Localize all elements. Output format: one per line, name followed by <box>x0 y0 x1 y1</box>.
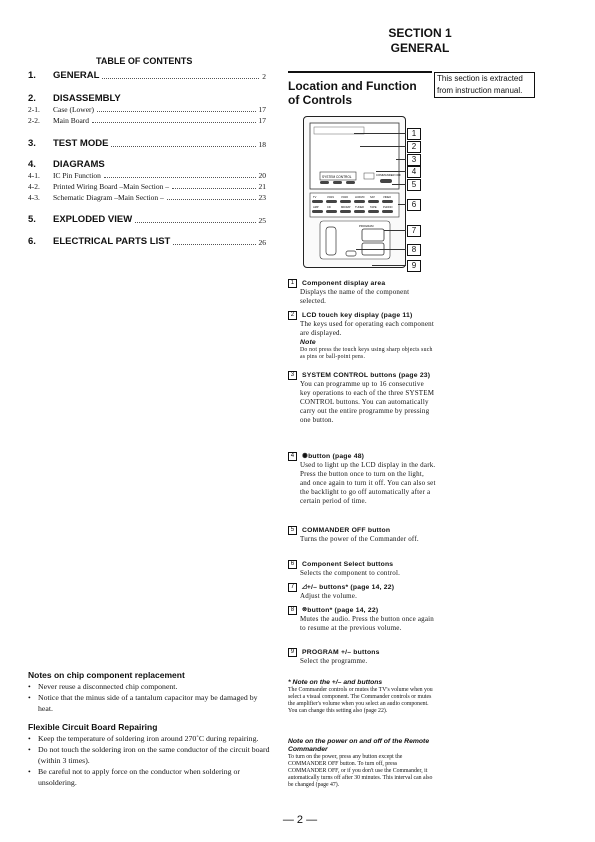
leader-6 <box>398 204 406 205</box>
item-body: Displays the name of the component selected. <box>300 288 410 305</box>
item-2 <box>288 311 436 361</box>
chip-note-item: • Notice that the minus side of a tantalum capacitor may be damaged by heat. <box>28 692 270 714</box>
system-control-button-3 <box>346 181 355 184</box>
chip-note-item: • Never reuse a disconnected chip component. <box>28 681 270 692</box>
toc-entry-test-mode[interactable]: 3. TEST MODE 18 <box>28 138 266 149</box>
leader-4 <box>376 171 406 172</box>
extract-note-box: This section is extracted from instruction manual. <box>434 72 535 98</box>
callout-1: 1 <box>407 128 421 140</box>
section-number: SECTION 1 <box>388 26 452 40</box>
item-body: Turns the power of the Commander off. <box>300 535 419 543</box>
item-number: 1 <box>288 279 297 288</box>
item-heading: button* (page 14, 22) <box>307 607 379 614</box>
toc-entry-disassembly[interactable]: 2. DISASSEMBLY <box>28 93 121 104</box>
leader-3 <box>396 159 406 160</box>
toc-entry-pwb[interactable]: 4-2. Printed Wiring Board –Main Section – 21 <box>28 182 266 191</box>
toc-entry-main-board[interactable]: 2-2. Main Board 17 <box>28 116 266 125</box>
title-rule <box>288 71 432 73</box>
flex-note-item: • Keep the temperature of soldering iron around 270˚C during repairing. <box>28 733 270 744</box>
item-heading: Component display area <box>302 280 386 287</box>
item-number: 8 <box>288 606 297 615</box>
leader-1 <box>354 133 406 134</box>
select-phono-label: PHONO <box>383 206 393 209</box>
select-sat-label: SAT <box>370 196 375 199</box>
footnote-heading: * Note on the +/– and buttons <box>288 679 383 686</box>
item-body: Selects the component to control. <box>300 569 401 577</box>
footnote-body: The Commander controls or mutes the TV's volume when you select a visual component. The Commander controls or mutes the amplifier's volume when you select an audio component. You can change this setting also (page 22). <box>288 687 433 714</box>
flex-note-item: • Do not touch the soldering iron on the same conductor of the circuit board (within 3 times). <box>28 744 270 766</box>
item-4 <box>288 452 436 506</box>
leader-8 <box>356 249 406 250</box>
system-control-label: SYSTEM CONTROL <box>322 175 352 179</box>
toc-title: TABLE OF CONTENTS <box>96 56 193 66</box>
commander-off-button <box>380 179 392 183</box>
mute-icon: ⊗ <box>302 607 308 613</box>
callout-9: 9 <box>407 260 421 272</box>
chip-notes-title: Notes on chip component replacement <box>28 670 185 680</box>
item-6 <box>288 560 436 578</box>
system-control-button-1 <box>320 181 329 184</box>
item-heading: COMMANDER OFF button <box>302 527 391 534</box>
remote-illustration <box>303 116 406 268</box>
footnote-body: To turn on the power, press any button except the COMMANDER OFF button. To turn off, press COMMANDER OFF, or if you don't use the Commander, it automatically turns off after 30 minutes. This interval can also be changed (page 47). <box>288 754 433 788</box>
location-title <box>288 79 438 107</box>
item-body: Select the programme. <box>300 657 368 665</box>
callout-3: 3 <box>407 154 421 166</box>
toc-entry-parts-list[interactable]: 6. ELECTRICAL PARTS LIST 26 <box>28 236 266 247</box>
select-vcr2-label: VCR2 <box>341 196 348 199</box>
leader-7 <box>384 230 406 231</box>
item-heading: LCD touch key display (page 11) <box>302 312 413 319</box>
toc-entry-schematic[interactable]: 4-3. Schematic Diagram –Main Section – 23 <box>28 193 266 202</box>
location-title-line1: Location and Function <box>288 79 417 93</box>
commander-off-label: COMMANDER OFF <box>376 173 402 177</box>
item-1 <box>288 279 436 306</box>
select-mddat-label: MD/DAT <box>341 206 351 209</box>
item-number: 2 <box>288 311 297 320</box>
item-number: 4 <box>288 452 297 461</box>
item-5 <box>288 526 436 544</box>
leader-2 <box>360 146 406 147</box>
section-header <box>360 26 480 56</box>
light-icon: ✺ <box>302 453 309 460</box>
chip-notes-list <box>28 681 270 714</box>
footnote-volume-mute <box>288 679 436 715</box>
item-heading: PROGRAM +/– buttons <box>302 649 380 656</box>
item-heading: SYSTEM CONTROL buttons (page 23) <box>302 372 431 379</box>
item-number: 5 <box>288 526 297 535</box>
item-3 <box>288 371 436 425</box>
volume-icon: ◿ <box>302 584 307 590</box>
flex-note-item: • Be careful not to apply force on the conductor when soldering or unsoldering. <box>28 766 270 788</box>
toc-entry-general[interactable]: 1. GENERAL 2 <box>28 70 266 81</box>
leader-9 <box>372 265 406 266</box>
item-body: Adjust the volume. <box>300 592 358 600</box>
toc-entry-diagrams[interactable]: 4. DIAGRAMS <box>28 159 105 170</box>
select-tape-label: TAPE <box>370 206 377 209</box>
program-label: PROGRAM <box>359 224 374 228</box>
item-number: 6 <box>288 560 297 569</box>
item-7 <box>288 583 436 601</box>
item-note: Do not press the touch keys using sharp objects such as pins or ball-point pens. <box>300 347 433 360</box>
item-number: 9 <box>288 648 297 657</box>
location-title-line2: of Controls <box>288 93 352 107</box>
footnote-power <box>288 738 436 789</box>
callout-7: 7 <box>407 225 421 237</box>
item-body: Mutes the audio. Press the button once again to resume at the previous volume. <box>300 615 434 632</box>
item-8 <box>288 606 436 633</box>
item-number: 7 <box>288 583 297 592</box>
item-body: Used to light up the LCD display in the dark. Press the button once to turn on the light, and once again to turn it off. You can also set the backlight to go off automatically after a certain period of time. <box>300 461 436 505</box>
select-tv-label: TV <box>313 196 317 199</box>
item-9 <box>288 648 436 666</box>
callout-8: 8 <box>407 244 421 256</box>
system-control-button-2 <box>333 181 342 184</box>
callout-5: 5 <box>407 179 421 191</box>
toc-entry-exploded-view[interactable]: 5. EXPLODED VIEW 25 <box>28 214 266 225</box>
select-vcr1-label: VCR1 <box>327 196 334 199</box>
toc-entry-ic-pin[interactable]: 4-1. IC Pin Function 20 <box>28 171 266 180</box>
flex-notes-list <box>28 733 270 788</box>
toc-entry-case-lower[interactable]: 2-1. Case (Lower) 17 <box>28 105 266 114</box>
select-lddvd-label: LD/DVD <box>355 196 365 199</box>
item-heading: Component Select buttons <box>302 561 394 568</box>
select-video-label: VIDEO <box>383 196 392 199</box>
select-tuner-label: TUNER <box>355 206 364 209</box>
flex-notes-title: Flexible Circuit Board Repairing <box>28 722 158 732</box>
remote-drawing <box>304 117 405 267</box>
leader-5 <box>392 184 406 185</box>
select-amp-label: AMP <box>313 206 319 209</box>
callout-6: 6 <box>407 199 421 211</box>
item-body: You can programme up to 16 consecutive key operations to each of the three SYSTEM CONTROL buttons. You can automatically carry out the entire programme by pressing one button. <box>300 380 435 424</box>
page-number: — 2 — <box>282 814 318 826</box>
item-note-heading: Note <box>300 339 316 346</box>
item-heading: +/– buttons* (page 14, 22) <box>306 584 395 591</box>
callout-4: 4 <box>407 166 421 178</box>
select-cd-label: CD <box>327 206 331 209</box>
callout-2: 2 <box>407 141 421 153</box>
footnote-heading: Note on the power on and off of the Remote Commander <box>288 738 430 753</box>
item-number: 3 <box>288 371 297 380</box>
item-heading: button (page 48) <box>308 453 365 460</box>
section-title: GENERAL <box>390 41 450 55</box>
item-body: The keys used for operating each component are displayed. <box>300 320 434 337</box>
